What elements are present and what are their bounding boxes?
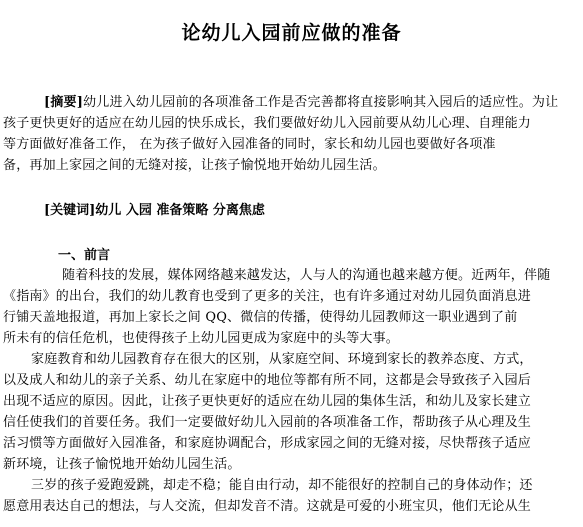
body-line-3: 行铺天盖地报道，再加上家长之间 QQ、微信的传播，使得幼儿园教师这一职业遇到了前 <box>3 310 518 325</box>
abstract-line-2: 孩子更快更好的适应在幼儿园的快乐成长，我们要做好幼儿入园前要从幼儿心理、自理能力 <box>3 116 532 131</box>
body-line-7: 出现不适应的原因。因此，让孩子更快更好的适应在幼儿园的集体生活，和幼儿及家长建立 <box>3 394 532 409</box>
abstract-label: [摘要] <box>44 95 84 110</box>
body-line-9: 活习惯等方面做好入园准备，和家庭协调配合，形成家园之间的无缝对接，尽快帮孩子适应 <box>3 436 532 451</box>
body-line-8: 信任使我们的首要任务。我们一定要做好幼儿入园前的各项准备工作，帮助孩子从心理及生 <box>3 415 532 430</box>
body-line-1: 随着科技的发展，媒体网络越来越发达，人与人的沟通也越来越方便。近两年，伴随 <box>62 268 551 283</box>
keywords: [关键词]幼儿 入园 准备策略 分离焦虑 <box>44 203 265 218</box>
body-line-6: 以及成人和幼儿的亲子关系、幼儿在家庭中的地位等都有所不同，这都是会导致孩子入园后 <box>3 373 532 388</box>
body-line-5: 家庭教育和幼儿园教育存在很大的区别，从家庭空间、环境到家长的教养态度、方式， <box>31 352 533 367</box>
section-heading-intro: 一、前言 <box>58 248 111 263</box>
body-line-4: 所未有的信任危机，也使得孩子上幼儿园更成为家庭中的头等大事。 <box>3 331 400 346</box>
body-line-2: 《指南》的出台，我们的幼儿教育也受到了更多的关注，也有许多通过对幼儿园负面消息进 <box>3 289 532 304</box>
body-line-11: 三岁的孩子爱跑爱跳，却走不稳；能自由行动，却不能很好的控制自己的身体动作；还 <box>31 478 533 493</box>
body-line-12: 愿意用表达自己的想法，与人交流，但却发音不清。这就是可爱的小班宝贝，他们无论从生 <box>3 499 532 514</box>
abstract-line-1 <box>44 95 558 111</box>
document-title: 论幼儿入园前应做的准备 <box>181 22 402 44</box>
abstract-text-1: 幼儿进入幼儿园前的各项准备工作是否完善都将直接影响其入园后的适应性。为让 <box>83 95 559 110</box>
abstract-line-4: 备，再加上家园之间的无缝对接，让孩子愉悦地开始幼儿园生活。 <box>3 158 386 173</box>
body-line-10: 新环境，让孩子愉悦地开始幼儿园生活。 <box>3 457 241 472</box>
abstract-line-3: 等方面做好准备工作， 在为孩子做好入园准备的同时，家长和幼儿园也要做好各项准 <box>3 137 496 152</box>
